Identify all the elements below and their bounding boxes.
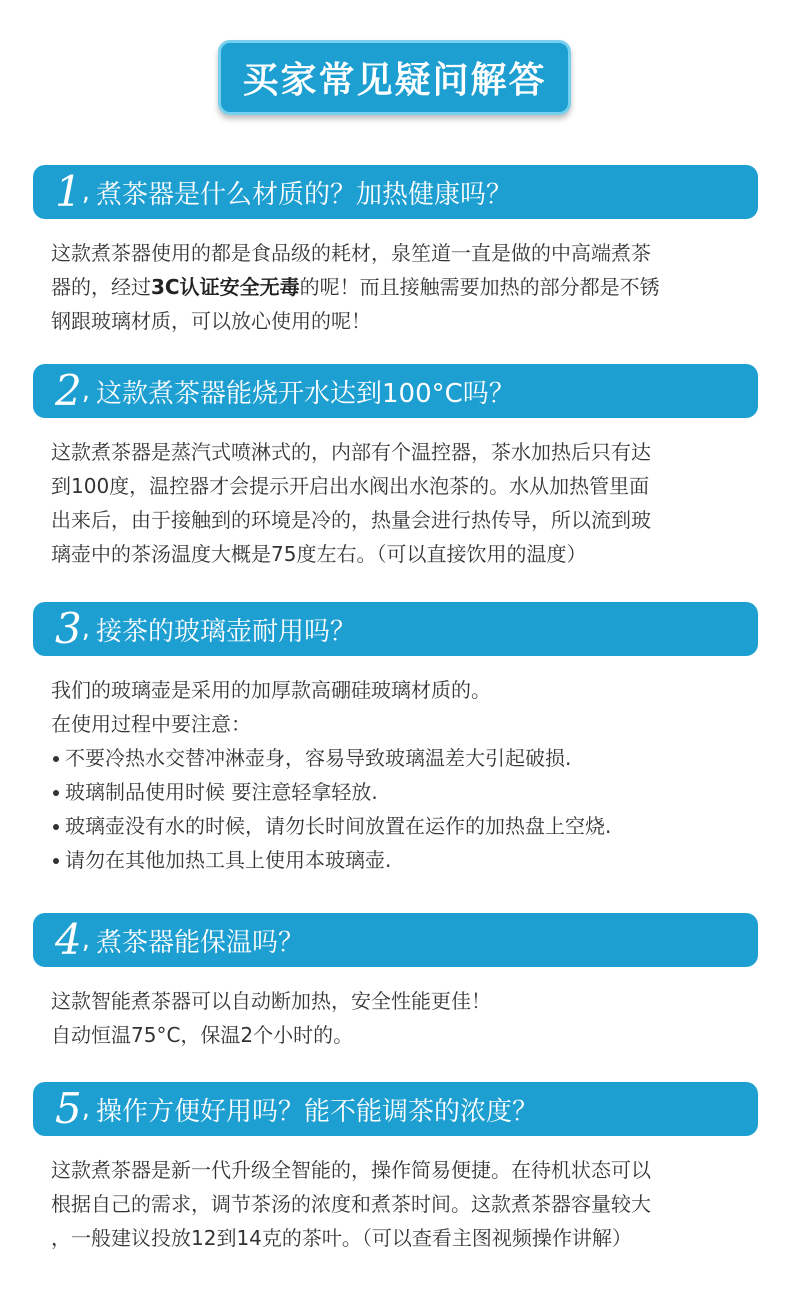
answer-text: 的呢！而且接触需要加热的部分都是不锈 — [299, 275, 660, 299]
answer-line: 这款智能煮茶器可以自动断加热，安全性能更佳！ — [51, 989, 491, 1013]
faq-answer-3 — [51, 673, 751, 877]
faq-question-1: 煮茶器是什么材质的？加热健康吗？ — [96, 179, 513, 210]
faq-answer-2 — [51, 435, 751, 571]
faq-question-3: 接茶的玻璃壶耐用吗？ — [96, 616, 357, 647]
faq-question-bar-3 — [33, 602, 758, 656]
faq-number-3: 3 — [55, 604, 82, 653]
answer-line: 钢跟玻璃材质，可以放心使用的呢！ — [51, 309, 371, 333]
faq-number-2: 2 — [55, 366, 82, 415]
faq-number-1: 1 — [55, 167, 82, 216]
faq-number-comma: , — [81, 376, 90, 406]
bullet-item: 玻璃壶没有水的时候，请勿长时间放置在运作的加热盘上空烧. — [51, 809, 751, 843]
page-title: 买家常见疑问解答 — [218, 40, 571, 115]
faq-question-2: 这款煮茶器能烧开水达到100°C吗？ — [96, 378, 515, 409]
answer-line: 出来后，由于接触到的环境是冷的，热量会进行热传导，所以流到玻 — [51, 508, 651, 532]
answer-line: 在使用过程中要注意： — [51, 712, 251, 736]
answer-line: 璃壶中的茶汤温度大概是75度左右。（可以直接饮用的温度） — [51, 542, 587, 566]
answer-line: 这款煮茶器使用的都是食品级的耗材，泉笙道一直是做的中高端煮茶 — [51, 241, 651, 265]
faq-number-comma: , — [81, 614, 90, 644]
answer-line: 到100度，温控器才会提示开启出水阀出水泡茶的。水从加热管里面 — [51, 474, 650, 498]
faq-number-comma: , — [81, 925, 90, 955]
bullet-item: 不要冷热水交替冲淋壶身，容易导致玻璃温差大引起破损. — [51, 741, 751, 775]
faq-answer-5 — [51, 1153, 751, 1255]
bullet-item: 玻璃制品使用时候 要注意轻拿轻放. — [51, 775, 751, 809]
faq-question-bar-1 — [33, 165, 758, 219]
faq-number-comma: , — [81, 1094, 90, 1124]
answer-line: 这款煮茶器是蒸汽式喷淋式的，内部有个温控器，茶水加热后只有达 — [51, 440, 651, 464]
faq-number-5: 5 — [55, 1084, 82, 1133]
faq-answer-1 — [51, 236, 751, 338]
answer-line: 这款煮茶器是新一代升级全智能的，操作简易便捷。在待机状态可以 — [51, 1158, 651, 1182]
answer-line: 我们的玻璃壶是采用的加厚款高硼硅玻璃材质的。 — [51, 678, 491, 702]
faq-question-bar-2 — [33, 364, 758, 418]
faq-question-4: 煮茶器能保温吗？ — [96, 927, 305, 958]
answer-line: 自动恒温75°C，保温2个小时的。 — [51, 1023, 354, 1047]
faq-question-5: 操作方便好用吗？能不能调茶的浓度？ — [96, 1096, 539, 1127]
faq-number-comma: , — [81, 177, 90, 207]
answer-line: ，一般建议投放12到14克的茶叶。（可以查看主图视频操作讲解） — [51, 1226, 632, 1250]
faq-number-4: 4 — [55, 915, 82, 964]
bullet-item: 请勿在其他加热工具上使用本玻璃壶. — [51, 843, 751, 877]
faq-question-bar-5 — [33, 1082, 758, 1136]
answer-text: 器的，经过 — [51, 275, 151, 299]
answer-line — [51, 270, 751, 304]
answer-line: 根据自己的需求，调节茶汤的浓度和煮茶时间。这款煮茶器容量较大 — [51, 1192, 651, 1216]
faq-answer-4 — [51, 984, 751, 1052]
faq-question-bar-4 — [33, 913, 758, 967]
answer-bold-text: 3C认证安全无毒 — [151, 275, 300, 299]
